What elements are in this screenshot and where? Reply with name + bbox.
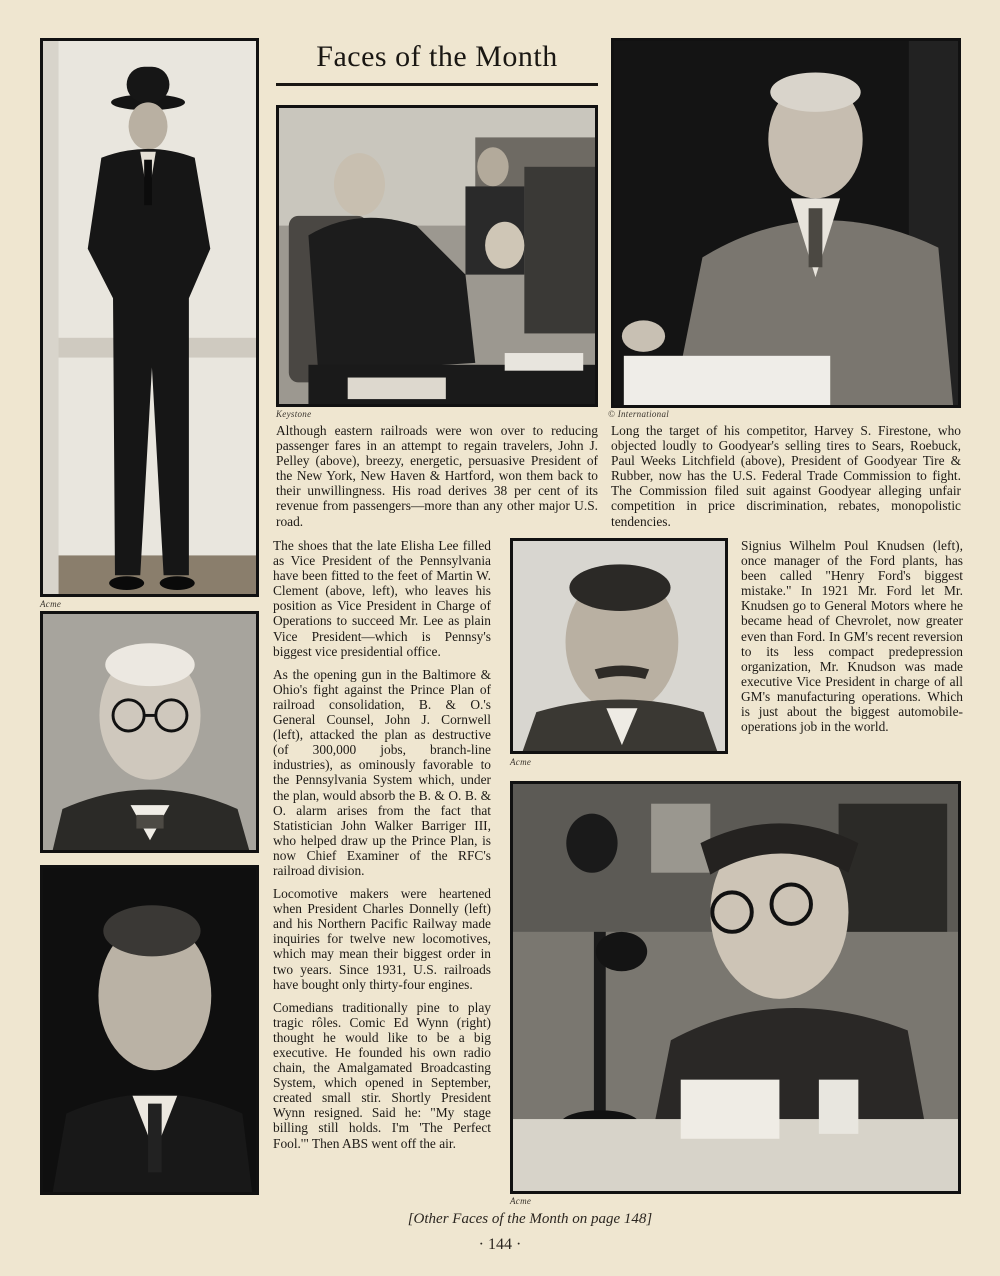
- page-number: · 144 ·: [478, 1236, 522, 1253]
- photo-knudsen: [510, 538, 728, 754]
- photo-cornwell: [40, 611, 259, 853]
- caption-column-middle: [273, 538, 491, 1159]
- caption-cornwell-text: As the opening gun in the Baltimore & Ohio's fight against the Prince Plan of railroad consolidation, B. & O.'s General Counsel, John J. Cornwell (left), attacked the plan as destructive (of 300,000 jobs, branch-line industries), as ominously favorable to the Pennsylvania System which, under the plan, would absorb the B. & O. B. & O. alarm arises from the fact that Statistician John Walker Barriger III, who helped draw up the Prince Plan, is now Chief Examiner of the RFC's railroad division.: [273, 666, 491, 878]
- caption-donnelly-text: Locomotive makers were heartened when President Charles Donnelly (left) and his Northern Pacific Railway made inquiries for twelve new locomotives, which may mean their biggest order in two years. Since 1931, U.S. railroads have bought only thirty-four engines.: [273, 886, 491, 992]
- photo-wynn: [510, 781, 961, 1194]
- photo-litchfield: [611, 38, 961, 408]
- caption-wynn-text: Comedians traditionally pine to play tragic rôles. Comic Ed Wynn (right) thought he would like to be a big executive. He founded his own radio chain, the Amalgamated Broadcasting System, which opened in September, created small stir. Shortly President Wynn resigned. Said he: "My stage billing still holds. I'm 'The Perfect Fool.'" Then ABS went off the air.: [273, 999, 491, 1151]
- page-title: Faces of the Month: [316, 40, 558, 73]
- caption-pelley: [276, 423, 598, 537]
- photo-pelley: [276, 105, 598, 407]
- caption-knudsen-text: Signius Wilhelm Poul Knudsen (left), once manager of the Ford plants, has been called "Henry Ford's biggest mistake." In 1921 Mr. Ford let Mr. Knudsen go to General Motors where he became head of Chevrolet, now greater even than Ford. In GM's recent reversion to its less compact predepression organization, Mr. Knudson was made executive Vice President in charge of all GM's manufacturing operations. Which is just about the biggest automobile-operations job in the world.: [741, 538, 963, 735]
- continuation-reference: [Other Faces of the Month on page 148]: [407, 1211, 653, 1227]
- caption-clement-text: The shoes that the late Elisha Lee filled as Vice President of the Pennsylvania have been fitted to the feet of Martin W. Clement (above, left), who leaves his position as Vice President in Charge of Operations to succeed Mr. Lee as plain Vice President—which is Pennsy's biggest vice presidential office.: [273, 538, 491, 659]
- photo-credit-litchfield: © International: [608, 409, 670, 419]
- caption-knudsen: [741, 538, 963, 742]
- caption-pelley-text: Although eastern railroads were won over to reducing passenger fares in an attempt to regain travelers, John J. Pelley (above), breezy, energetic, persuasive President of the New York, New Haven & Hartford, won them back to their unwillingness. His road derives 38 per cent of its revenue from passengers—more than any other major U.S. road.: [276, 423, 598, 529]
- photo-credit-pelley: Keystone: [276, 409, 312, 419]
- caption-litchfield-text: Long the target of his competitor, Harvey S. Firestone, who objected loudly to Goodyear's selling tires to Sears, Roebuck, Paul Weeks Litchfield (above), President of Goodyear Tire & Rubber, now has the U.S. Federal Trade Commission to fight. The Commission filed suit against Goodyear alleging unfair competition in price discrimination, rebates, monopolistic tendencies.: [611, 423, 961, 529]
- caption-litchfield: [611, 423, 961, 537]
- photo-credit-standing-man: Acme: [40, 599, 62, 609]
- title-underline: [276, 83, 598, 86]
- photo-credit-knudsen: Acme: [510, 757, 532, 767]
- photo-standing-man: [40, 38, 259, 597]
- photo-credit-wynn: Acme: [510, 1196, 532, 1206]
- photo-donnelly: [40, 865, 259, 1195]
